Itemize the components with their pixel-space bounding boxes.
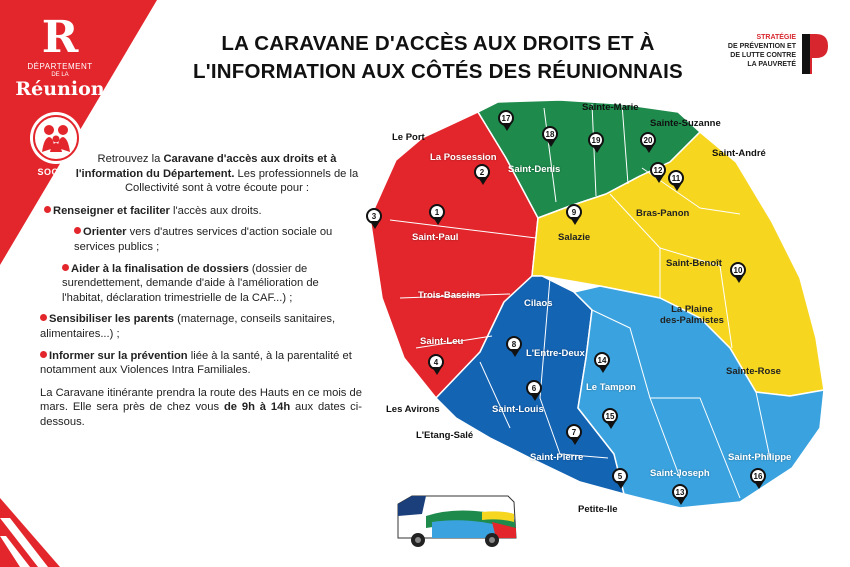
map-pin-6[interactable]: 6 <box>526 380 544 404</box>
intro-paragraph: Retrouvez la Caravane d'accès aux droits et à l'information du Département. Les professionnels de la Collectivité sont à votre écoute pour : <box>75 153 359 195</box>
label-saint-philippe: Saint-Philippe <box>728 452 792 463</box>
bullet-dot-icon <box>44 206 51 213</box>
label-saint-louis: Saint-Louis <box>492 404 544 415</box>
title-line-2: L'INFORMATION AUX CÔTÉS DES RÉUNIONNAIS <box>193 60 683 83</box>
logo-reunion-text: Réunion <box>15 78 105 100</box>
outro-paragraph: La Caravane itinérante prendra la route des Hauts en ce mois de mars. Elle sera près de chez vous de 9h à 14h aux dates ci-dessous. <box>40 386 362 428</box>
map-pin-2[interactable]: 2 <box>474 164 492 188</box>
strategy-logo <box>720 30 840 80</box>
label-la-possession: La Possession <box>430 152 497 163</box>
bullet-dot-icon <box>40 351 47 358</box>
map-pin-9[interactable]: 9 <box>566 204 584 228</box>
label-sainte-marie: Sainte-Marie <box>582 102 639 113</box>
map-pin-19[interactable]: 19 <box>588 132 606 156</box>
label-saint-denis: Saint-Denis <box>508 164 561 175</box>
map-pin-17[interactable]: 17 <box>498 110 516 134</box>
label-entre-deux: L'Entre-Deux <box>526 348 585 359</box>
bullet-dot-icon <box>74 227 81 234</box>
label-saint-paul: Saint-Paul <box>412 232 459 243</box>
logo-departement-text: DÉPARTEMENT <box>27 62 93 71</box>
map-pin-13[interactable]: 13 <box>672 484 690 508</box>
bullet-item: Orienter vers d'autres services d'action sociale ou services publics ; <box>74 226 333 253</box>
strategy-line-2: DE PRÉVENTION ET <box>727 43 796 50</box>
label-salazie: Salazie <box>558 232 591 243</box>
map-pin-1[interactable]: 1 <box>429 204 447 228</box>
page-title <box>178 30 698 86</box>
label-cilaos: Cilaos <box>524 298 553 309</box>
label-sainte-rose: Sainte-Rose <box>726 366 781 377</box>
social-label: SOCIAL <box>37 167 75 177</box>
map-pin-3[interactable]: 3 <box>366 208 384 232</box>
map-pin-5[interactable]: 5 <box>612 468 630 492</box>
bullet-dot-icon <box>40 314 47 321</box>
bullet-dot-icon <box>62 264 69 271</box>
map-pin-18[interactable]: 18 <box>542 126 560 150</box>
label-bras-panon: Bras-Panon <box>636 208 690 219</box>
p-logo-icon <box>800 32 830 76</box>
bullet-item: Renseigner et faciliter l'accès aux droits. <box>44 204 362 219</box>
label-le-tampon: Le Tampon <box>586 382 636 393</box>
logo-dela-text: DE LA <box>51 72 69 78</box>
map-pin-14[interactable]: 14 <box>594 352 612 376</box>
label-saint-joseph: Saint-Joseph <box>650 468 710 479</box>
r-logo-icon: R <box>41 12 79 63</box>
label-saint-andre: Saint-André <box>712 148 766 159</box>
info-text <box>40 152 362 430</box>
caravan-van-icon <box>392 492 522 554</box>
label-plaine-palmistes: La Plaine des-Palmistes <box>660 304 724 326</box>
strategy-line-1: STRATÉGIE <box>756 34 796 41</box>
label-etang-sale: L'Etang-Salé <box>416 430 474 441</box>
map-pin-12[interactable]: 12 <box>650 162 668 186</box>
map-pin-10[interactable]: 10 <box>730 262 748 286</box>
label-saint-benoit: Saint-Benoît <box>666 258 722 269</box>
map-pin-7[interactable]: 7 <box>566 424 584 448</box>
strategy-text <box>686 33 796 69</box>
map-pin-4[interactable]: 4 <box>428 354 446 378</box>
title-line-1: LA CARAVANE D'ACCÈS AUX DROITS ET À <box>221 32 655 55</box>
bullet-item: Sensibiliser les parents (maternage, conseils sanitaires, alimentaires...) ; <box>40 313 336 340</box>
bullet-item: Aider à la finalisation de dossiers (dossier de surendettement, demande d'aide à l'amélioration de l'habitat, déclaration trimestrielle de la CAF...) ; <box>62 262 319 304</box>
bullet-item: Informer sur la prévention liée à la santé, à la parentalité et notamment aux Violences Intra Familiales. <box>40 349 352 377</box>
label-sainte-suzanne: Sainte-Suzanne <box>650 118 721 129</box>
reunion-map <box>360 98 840 518</box>
map-pin-15[interactable]: 15 <box>602 408 620 432</box>
label-trois-bassins: Trois-Bassins <box>418 290 481 301</box>
label-les-avirons: Les Avirons <box>386 404 440 415</box>
map-pin-8[interactable]: 8 <box>506 336 524 360</box>
map-pin-11[interactable]: 11 <box>668 170 686 194</box>
label-petite-ile: Petite-Ile <box>578 504 618 515</box>
strategy-line-4: LA PAUVRETÉ <box>747 61 796 68</box>
map-pin-20[interactable]: 20 <box>640 132 658 156</box>
strategy-line-3: DE LUTTE CONTRE <box>730 52 796 59</box>
label-saint-pierre: Saint-Pierre <box>530 452 584 463</box>
label-saint-leu: Saint-Leu <box>420 336 464 347</box>
departement-logo <box>10 12 110 100</box>
label-le-port: Le Port <box>392 132 425 143</box>
map-pin-16[interactable]: 16 <box>750 468 768 492</box>
